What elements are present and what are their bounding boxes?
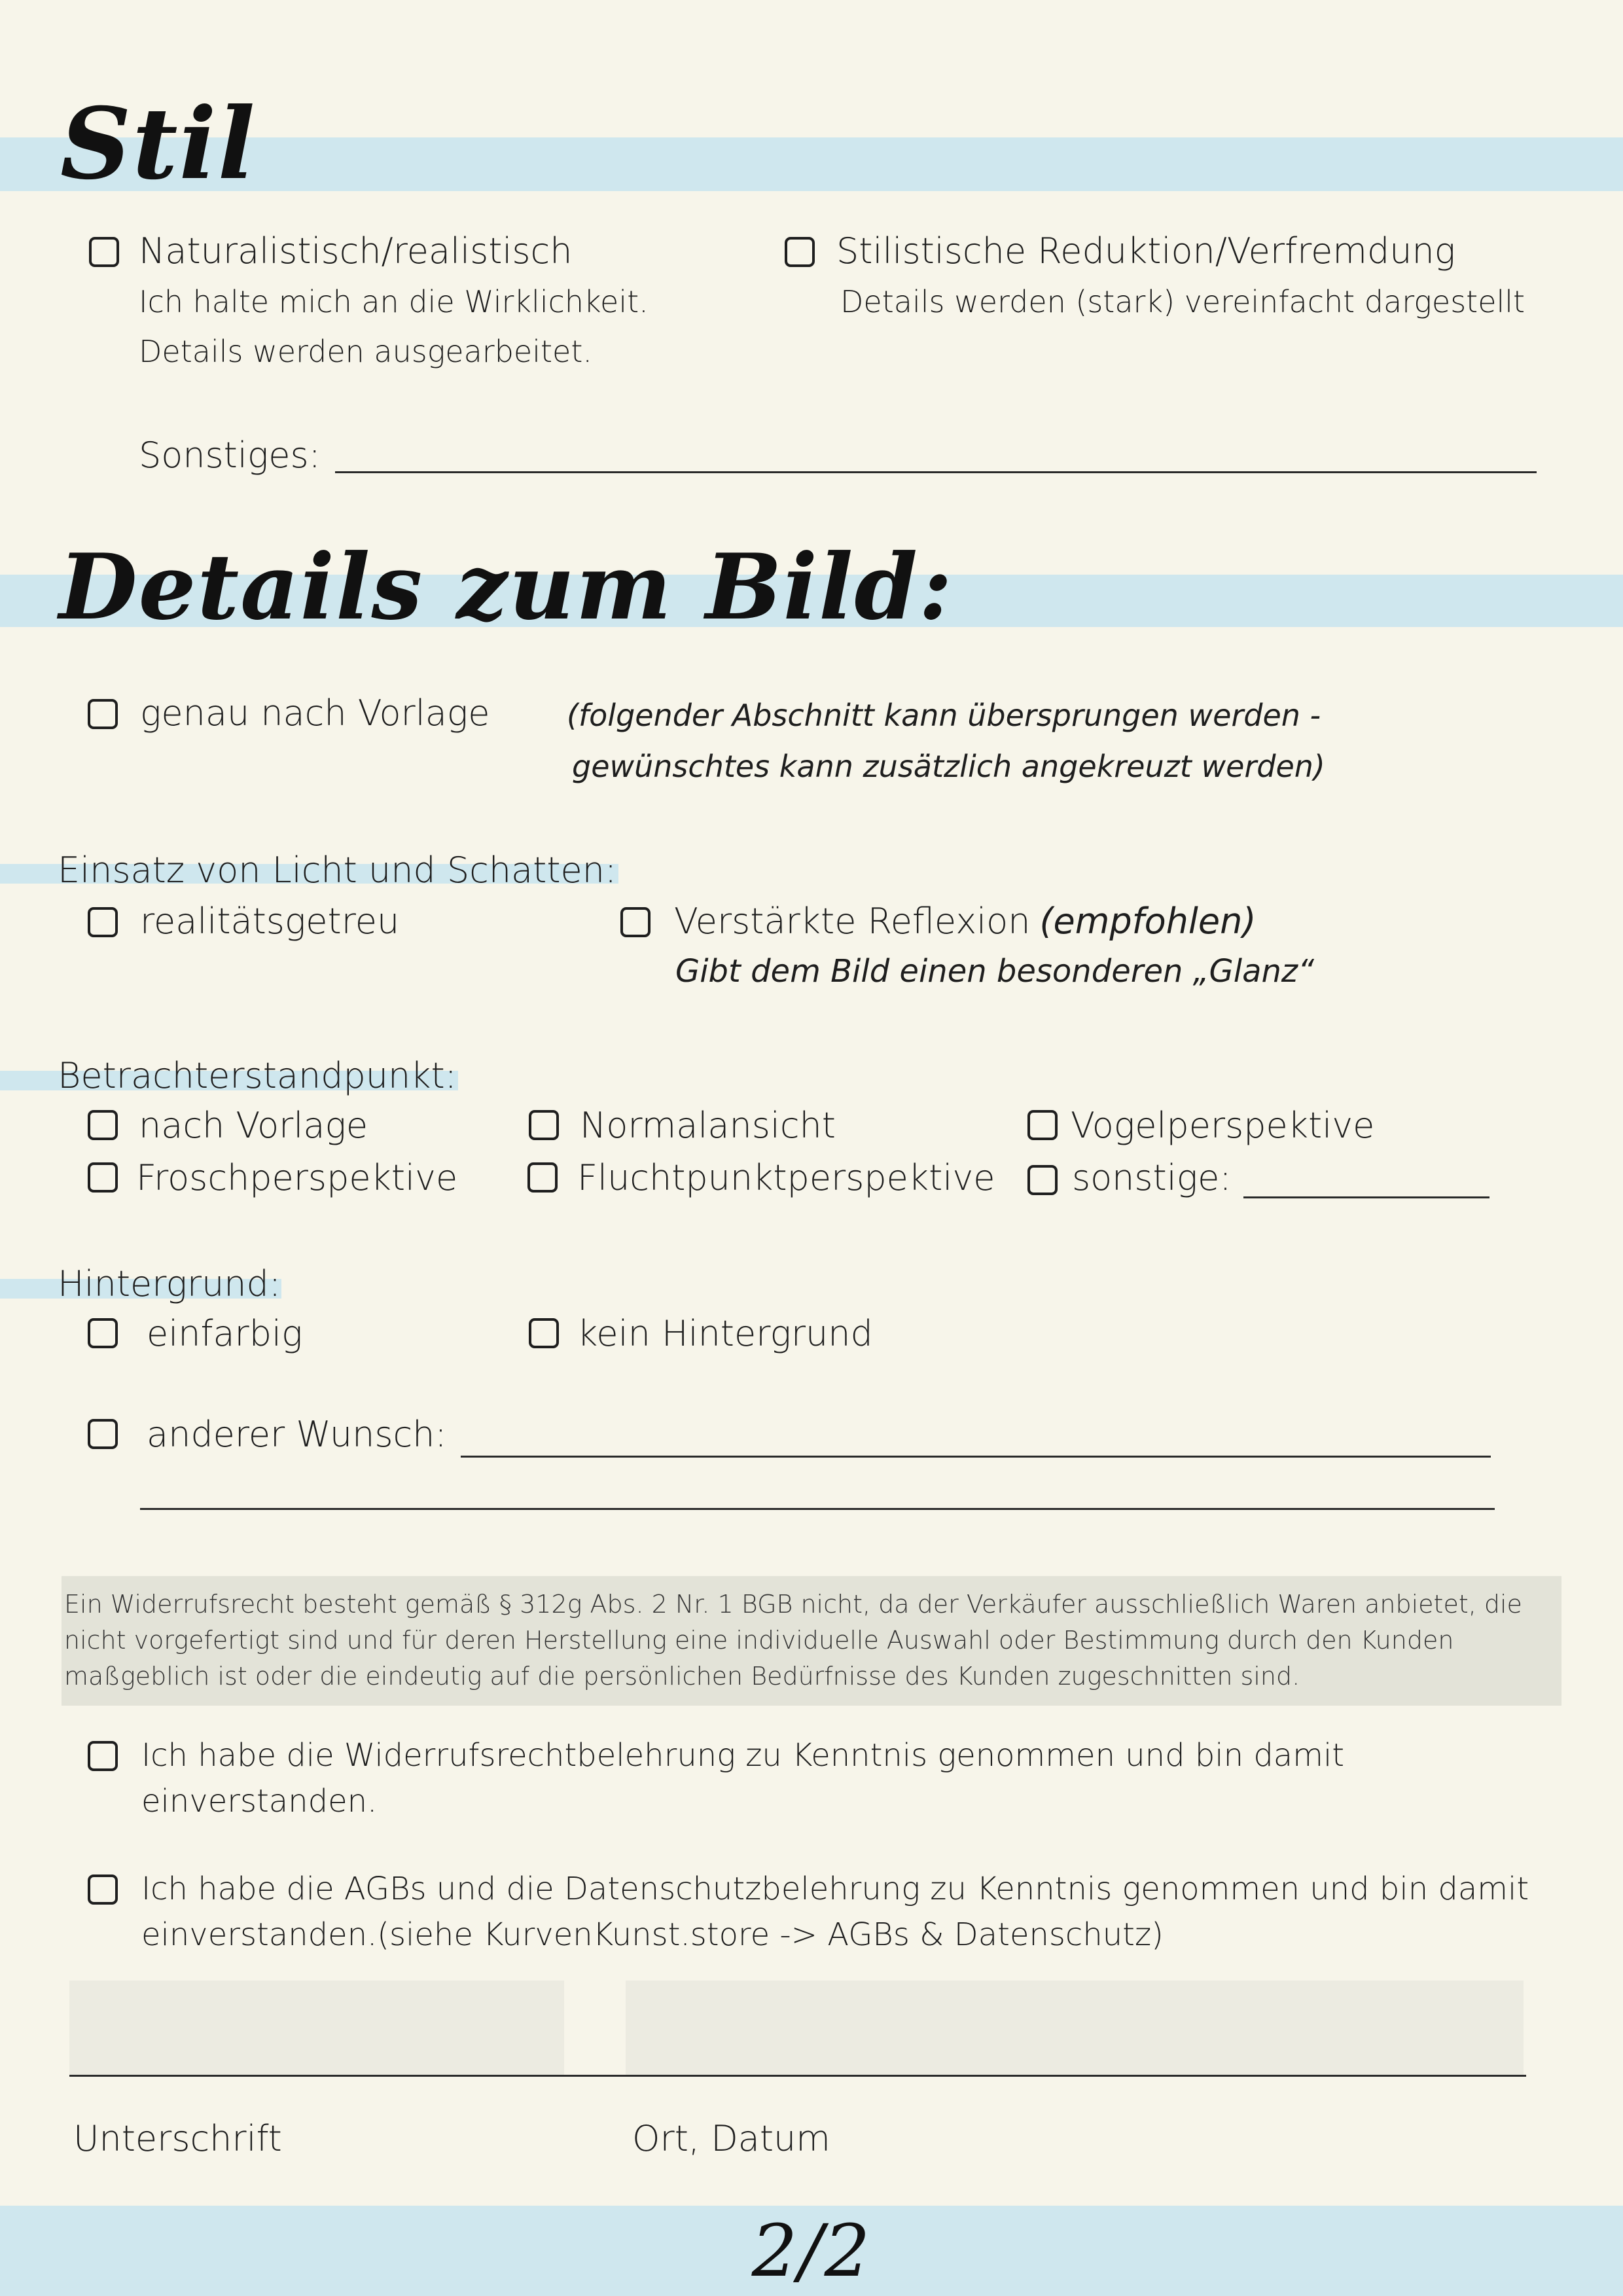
viewpoint-heading: Betrachterstandpunkt: xyxy=(58,1055,457,1096)
withdrawal-notice-line-1: Ein Widerrufsrecht besteht gemäß § 312g Abs. 2 Nr. 1 BGB nicht, da der Verkäufer ausschließlich Waren anbietet, die xyxy=(64,1590,1522,1619)
stil-other-label: Sonstiges: xyxy=(139,435,321,476)
viewpoint-template-checkbox[interactable] xyxy=(88,1110,118,1140)
viewpoint-vanishing-label: Fluchtpunktperspektive xyxy=(577,1157,995,1198)
viewpoint-bird-checkbox[interactable] xyxy=(1027,1110,1058,1140)
reflex-label: Verstärkte Reflexion xyxy=(674,901,1031,942)
signature-baseline xyxy=(69,2075,1526,2077)
background-other-label: anderer Wunsch: xyxy=(147,1414,447,1455)
viewpoint-frog-label: Froschperspektive xyxy=(136,1157,458,1198)
stylistic-desc-1: Details werden (stark) vereinfacht dargestellt xyxy=(840,284,1525,319)
page-number: 2/2 xyxy=(751,2209,872,2293)
viewpoint-other-label: sonstige: xyxy=(1072,1157,1232,1198)
details-heading: Details zum Bild: xyxy=(59,533,954,640)
background-solid-label: einfarbig xyxy=(147,1313,303,1354)
viewpoint-normal-label: Normalansicht xyxy=(580,1105,836,1146)
background-other-line-2[interactable] xyxy=(140,1508,1495,1510)
exact-template-label: genau nach Vorlage xyxy=(140,692,490,734)
withdrawal-notice xyxy=(62,1576,1561,1706)
background-other-line-1[interactable] xyxy=(461,1456,1491,1458)
stil-heading: Stil xyxy=(60,86,257,202)
reflex-note: (empfohlen) xyxy=(1039,901,1257,942)
naturalistic-checkbox[interactable] xyxy=(89,237,119,267)
background-heading: Hintergrund: xyxy=(58,1263,281,1304)
withdrawal-consent-checkbox[interactable] xyxy=(88,1741,118,1771)
details-hint-2: gewünschtes kann zusätzlich angekreuzt werden) xyxy=(572,749,1325,784)
realistic-light-label: realitätsgetreu xyxy=(140,901,400,942)
stylistic-checkbox[interactable] xyxy=(785,237,815,267)
naturalistic-desc-1: Ich halte mich an die Wirklichkeit. xyxy=(139,284,649,319)
exact-template-checkbox[interactable] xyxy=(88,699,118,729)
background-solid-checkbox[interactable] xyxy=(88,1318,118,1348)
place-date-field[interactable] xyxy=(626,1981,1524,2075)
withdrawal-notice-line-3: maßgeblich ist oder die eindeutig auf die persönlichen Bedürfnisse des Kunden zugeschnitten sind. xyxy=(64,1662,1300,1691)
background-none-label: kein Hintergrund xyxy=(577,1313,873,1354)
background-other-checkbox[interactable] xyxy=(88,1419,118,1449)
viewpoint-frog-checkbox[interactable] xyxy=(88,1162,118,1193)
withdrawal-consent-line-1: Ich habe die Widerrufsrechtbelehrung zu Kenntnis genommen und bin damit xyxy=(141,1737,1345,1774)
reflex-desc: Gibt dem Bild einen besonderen „Glanz“ xyxy=(675,953,1314,990)
details-hint-1: (folgender Abschnitt kann übersprungen werden - xyxy=(567,698,1321,733)
viewpoint-template-label: nach Vorlage xyxy=(139,1105,368,1146)
viewpoint-other-checkbox[interactable] xyxy=(1027,1165,1058,1195)
realistic-light-checkbox[interactable] xyxy=(88,907,118,937)
withdrawal-consent-line-2: einverstanden. xyxy=(141,1783,378,1820)
naturalistic-desc-2: Details werden ausgearbeitet. xyxy=(139,334,592,369)
withdrawal-notice-line-2: nicht vorgefertigt sind und für deren Herstellung eine individuelle Auswahl oder Bestimmung durch den Kunden xyxy=(64,1626,1454,1655)
viewpoint-bird-label: Vogelperspektive xyxy=(1071,1105,1375,1146)
reflex-checkbox[interactable] xyxy=(620,907,651,937)
background-none-checkbox[interactable] xyxy=(529,1318,559,1348)
signature-field[interactable] xyxy=(69,1981,564,2075)
viewpoint-other-line[interactable] xyxy=(1243,1196,1489,1198)
stil-other-line[interactable] xyxy=(335,471,1537,473)
viewpoint-normal-checkbox[interactable] xyxy=(529,1110,559,1140)
place-date-label: Ort, Datum xyxy=(632,2118,830,2159)
viewpoint-vanishing-checkbox[interactable] xyxy=(527,1162,558,1193)
stylistic-label: Stilistische Reduktion/Verfremdung xyxy=(836,230,1456,272)
signature-label: Unterschrift xyxy=(73,2118,282,2159)
terms-consent-checkbox[interactable] xyxy=(88,1874,118,1905)
light-heading: Einsatz von Licht und Schatten: xyxy=(58,850,617,891)
reflex-label-line xyxy=(674,901,1256,942)
terms-consent-line-1: Ich habe die AGBs und die Datenschutzbelehrung zu Kenntnis genommen und bin damit xyxy=(141,1871,1529,1907)
naturalistic-label: Naturalistisch/realistisch xyxy=(139,230,573,272)
terms-consent-line-2: einverstanden.(siehe KurvenKunst.store -> AGBs & Datenschutz) xyxy=(141,1916,1164,1953)
